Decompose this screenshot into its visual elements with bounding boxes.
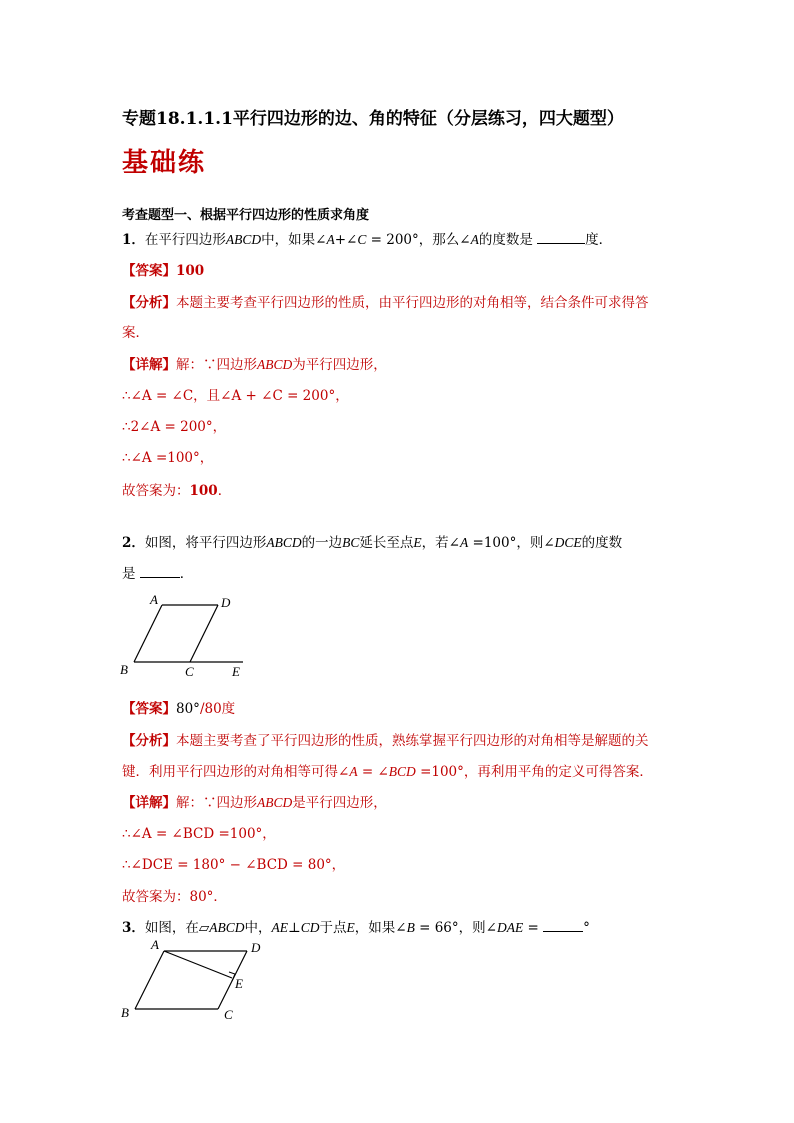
label-d: D (221, 595, 231, 610)
page-title: 专题18.1.1.1平行四边形的边、角的特征（分层练习，四大题型） (122, 109, 624, 129)
section-heading: 基础练 (122, 148, 207, 178)
q2-detail: 【详解】解：∵四边形ABCD是平行四边形， (122, 795, 387, 811)
edge-dc (190, 605, 218, 662)
q2-parallelogram-figure (110, 588, 260, 683)
topic-heading: 考查题型一、根据平行四边形的性质求角度 (122, 208, 370, 223)
label-c: C (224, 1007, 233, 1022)
label-a: A (150, 592, 158, 607)
edge-ab (135, 951, 164, 1009)
q2-analysis: 【分析】本题主要考查了平行四边形的性质，熟练掌握平行四边形的对角相等是解题的关 (122, 733, 649, 749)
q1-detail-step: ∴2∠A = 200°， (122, 419, 227, 435)
label-d: D (251, 940, 261, 955)
q1-detail: 【详解】解：∵四边形ABCD为平行四边形， (122, 357, 387, 373)
label-b: B (121, 1005, 129, 1020)
answer-blank (543, 919, 583, 932)
label-b: B (120, 662, 128, 677)
q2-final: 故答案为：80°． (122, 889, 227, 905)
edge-ab (134, 605, 162, 662)
q1-stem: 1．在平行四边形ABCD中，如果∠A+∠C = 200°，那么∠A的度数是 度． (122, 232, 613, 248)
q2-detail-step: ∴∠A = ∠BCD =100°， (122, 826, 276, 842)
label-e: E (232, 664, 240, 679)
label-e: E (235, 976, 243, 991)
q2-stem-cont: 是 ． (122, 566, 194, 582)
label-c: C (185, 664, 194, 679)
q1-detail-step: ∴∠A =100°， (122, 450, 214, 466)
segment-ae (164, 951, 232, 978)
q1-analysis: 【分析】本题主要考查平行四边形的性质，由平行四边形的对角相等，结合条件可求得答 (122, 295, 649, 311)
q2-detail-step: ∴∠DCE = 180° − ∠BCD = 80°， (122, 857, 346, 873)
q3-stem: 3．如图，在▱ABCD中，AE⊥CD于点E，如果∠B = 66°，则∠DAE = ° (122, 920, 590, 936)
answer-blank (140, 565, 180, 578)
answer-blank (537, 231, 585, 244)
q1-analysis-cont: 案． (122, 325, 149, 341)
q2-answer: 【答案】80°/80度 (122, 701, 236, 717)
q1-final: 故答案为：100． (122, 483, 232, 499)
q2-analysis-cont: 键．利用平行四边形的对角相等可得∠A = ∠BCD =100°，再利用平角的定义可得答案． (122, 764, 653, 780)
q3-parallelogram-figure (110, 934, 270, 1024)
q1-detail-step: ∴∠A = ∠C，且∠A + ∠C = 200°， (122, 388, 349, 404)
q2-stem: 2．如图，将平行四边形ABCD的一边BC延长至点E，若∠A =100°，则∠DCE的度数 (122, 535, 623, 551)
q1-answer: 【答案】100 (122, 263, 205, 279)
label-a: A (151, 937, 159, 952)
